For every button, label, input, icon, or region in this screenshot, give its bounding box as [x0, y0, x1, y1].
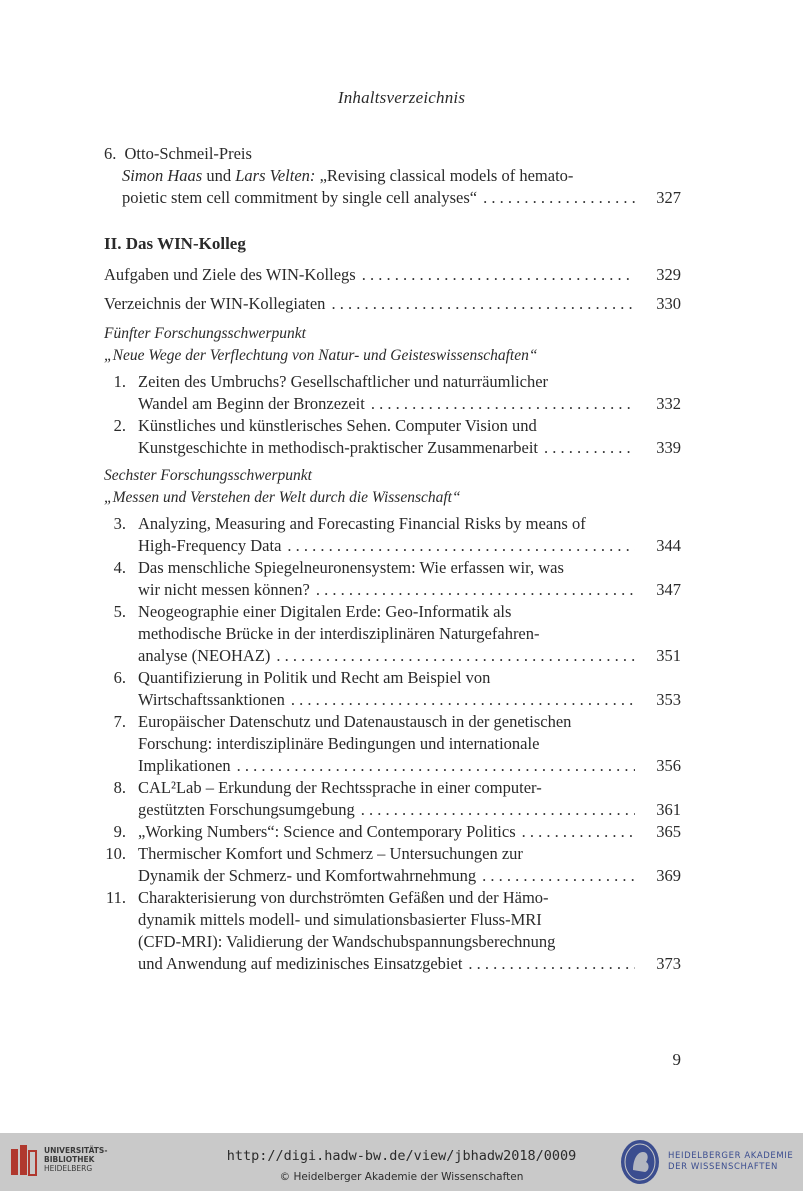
entry-title-line: Künstliches und künstlerisches Sehen. Computer Vision und: [138, 416, 537, 435]
entry-title-line: Wandel am Beginn der Bronzezeit: [138, 394, 365, 413]
toc-entry[interactable]: [104, 513, 681, 557]
entry-number: 10.: [105, 844, 126, 863]
page-ref: 365: [656, 822, 681, 841]
leader-dots: [483, 187, 635, 209]
page-ref: 327: [656, 188, 681, 207]
page-ref: 347: [656, 580, 681, 599]
entry-title-line: Thermischer Komfort und Schmerz – Untersuchungen zur: [138, 844, 523, 863]
entry-title: Aufgaben und Ziele des WIN-Kollegs: [104, 265, 356, 284]
leader-dots: [544, 437, 635, 459]
focus-label: [104, 323, 681, 367]
toc-entry[interactable]: [104, 187, 681, 209]
entry-title-line: (CFD-MRI): Validierung der Wandschubspannungsberechnung: [138, 932, 556, 951]
entry-title-line: Wirtschaftssanktionen: [138, 690, 285, 709]
page-ref: 369: [656, 866, 681, 885]
leader-dots: [287, 535, 635, 557]
academy-name-line: DER WISSENSCHAFTEN: [668, 1161, 778, 1172]
section-title: Otto-Schmeil-Preis: [124, 144, 252, 163]
entry-title-line: analyse (NEOHAZ): [138, 646, 271, 665]
academy-name-line: HEIDELBERGER AKADEMIE: [668, 1151, 794, 1161]
toc-entry[interactable]: [104, 821, 681, 843]
entry-title-line: dynamik mittels modell- und simulationsbasierter Fluss-MRI: [138, 910, 542, 929]
entry-title-line: „Working Numbers“: Science and Contemporary Politics: [138, 822, 516, 841]
academy-seal-icon: [619, 1138, 661, 1186]
toc-section-otto-schmeil: [104, 143, 681, 209]
academy-name: [668, 1151, 793, 1172]
focus-label-text: Sechster Forschungsschwerpunkt: [104, 467, 312, 484]
leader-dots: [276, 645, 635, 667]
focus-title: „Neue Wege der Verflechtung von Natur- und Geisteswissenschaften“: [104, 347, 538, 364]
leader-dots: [291, 689, 635, 711]
toc-entry[interactable]: [104, 557, 681, 601]
entry-number: 3.: [113, 514, 126, 533]
entry-title: Verzeichnis der WIN-Kollegiaten: [104, 294, 326, 313]
toc-entry[interactable]: [104, 667, 681, 711]
toc-entry[interactable]: [104, 601, 681, 667]
entry-number: 4.: [113, 558, 126, 577]
page-ref: 351: [656, 646, 681, 665]
focus6-list: [104, 513, 681, 975]
toc-entry[interactable]: [104, 415, 681, 459]
focus-label-text: Fünfter Forschungsschwerpunkt: [104, 325, 306, 342]
focus-title: „Messen und Verstehen der Welt durch die Wissenschaft“: [104, 489, 461, 506]
page-ref: 330: [656, 294, 681, 313]
entry-title-line: wir nicht messen können?: [138, 580, 310, 599]
page-number: 9: [672, 1050, 681, 1069]
author-connector: und: [202, 166, 236, 185]
entry-title-line: Quantifizierung in Politik und Recht am Beispiel von: [138, 668, 491, 687]
section-number: 6.: [104, 144, 117, 163]
leader-dots: [331, 293, 635, 315]
running-head: Inhaltsverzeichnis: [337, 88, 466, 107]
entry-number: 9.: [113, 822, 126, 841]
toc-entry-verzeichnis: [104, 293, 681, 315]
author-name: Simon Haas: [122, 166, 203, 185]
entry-title-line: Neogeographie einer Digitalen Erde: Geo-Informatik als: [138, 602, 512, 621]
focus5-list: [104, 371, 681, 459]
entry-number: 2.: [113, 416, 126, 435]
entry-title-line: Implikationen: [138, 756, 231, 775]
page-ref: 332: [656, 394, 681, 413]
entry-number: 11.: [105, 888, 126, 907]
entry-title-line: High-Frequency Data: [138, 536, 282, 555]
entry-title-line: Charakterisierung von durchströmten Gefäßen und der Hämo-: [138, 888, 549, 907]
leader-dots: [361, 799, 635, 821]
page-ref: 339: [656, 438, 681, 457]
toc-entry[interactable]: [104, 843, 681, 887]
page-ref: 329: [656, 265, 681, 284]
entry-number: 8.: [113, 778, 126, 797]
page-ref: 361: [656, 800, 681, 819]
entry-title-line: methodische Brücke in der interdisziplinären Naturgefahren-: [138, 624, 540, 643]
leader-dots: [482, 865, 635, 887]
page-ref: 373: [656, 954, 681, 973]
leader-dots: [468, 953, 635, 975]
toc-entry[interactable]: [104, 293, 681, 315]
entry-title-line: Dynamik der Schmerz- und Komfortwahrnehmung: [138, 866, 477, 885]
entry-number: 7.: [113, 712, 126, 731]
ub-name-line: HEIDELBERG: [44, 1164, 93, 1173]
ub-name-line: UNIVERSITÄTS-: [44, 1146, 108, 1155]
toc-entry[interactable]: [104, 371, 681, 415]
toc-entry[interactable]: [104, 264, 681, 286]
footer-bar: [0, 1133, 803, 1191]
page-ref: 353: [656, 690, 681, 709]
page-ref: 344: [656, 536, 681, 555]
permalink-url[interactable]: http://digi.hadw-bw.de/view/jbhadw2018/0009: [226, 1148, 577, 1164]
leader-dots: [237, 755, 635, 777]
focus-label: [104, 465, 681, 509]
entry-number: 6.: [113, 668, 126, 687]
entry-title-line: Analyzing, Measuring and Forecasting Financial Risks by means of: [138, 514, 586, 533]
leader-dots: [371, 393, 635, 415]
toc-entry[interactable]: [104, 887, 681, 975]
entry-title-line: und Anwendung auf medizinisches Einsatzgebiet: [138, 954, 463, 973]
page-ref: 356: [656, 756, 681, 775]
entry-title-line: Forschung: interdisziplinäre Bedingungen und internationale: [138, 734, 540, 753]
leader-dots: [522, 821, 635, 843]
entry-title-line: Zeiten des Umbruchs? Gesellschaftlicher und naturräumlicher: [138, 372, 549, 391]
entry-title-line: Europäischer Datenschutz und Datenaustausch in der genetischen: [138, 712, 572, 731]
author-name: Lars Velten:: [235, 166, 316, 185]
copyright-notice: © Heidelberger Akademie der Wissenschaften: [279, 1171, 524, 1183]
entry-title-line: Kunstgeschichte in methodisch-praktischer Zusammenarbeit: [138, 438, 539, 457]
entry-number: 5.: [113, 602, 126, 621]
ub-name-line: BIBLIOTHEK: [44, 1155, 95, 1164]
entry-title-line: CAL²Lab – Erkundung der Rechtssprache in einer computer-: [138, 778, 542, 797]
entry-title-line: poietic stem cell commitment by single cell analyses“: [122, 188, 478, 207]
entry-number: 1.: [113, 372, 126, 391]
part-heading: II. Das WIN-Kolleg: [104, 234, 246, 253]
leader-dots: [362, 264, 635, 286]
toc-entry-aufgaben: [104, 264, 681, 286]
entry-title-line: „Revising classical models of hemato-: [315, 166, 574, 185]
leader-dots: [316, 579, 635, 601]
toc-entry[interactable]: [104, 777, 681, 821]
entry-title-line: Das menschliche Spiegelneuronensystem: Wie erfassen wir, was: [138, 558, 564, 577]
entry-title-line: gestützten Forschungsumgebung: [138, 800, 355, 819]
toc-entry[interactable]: [104, 711, 681, 777]
